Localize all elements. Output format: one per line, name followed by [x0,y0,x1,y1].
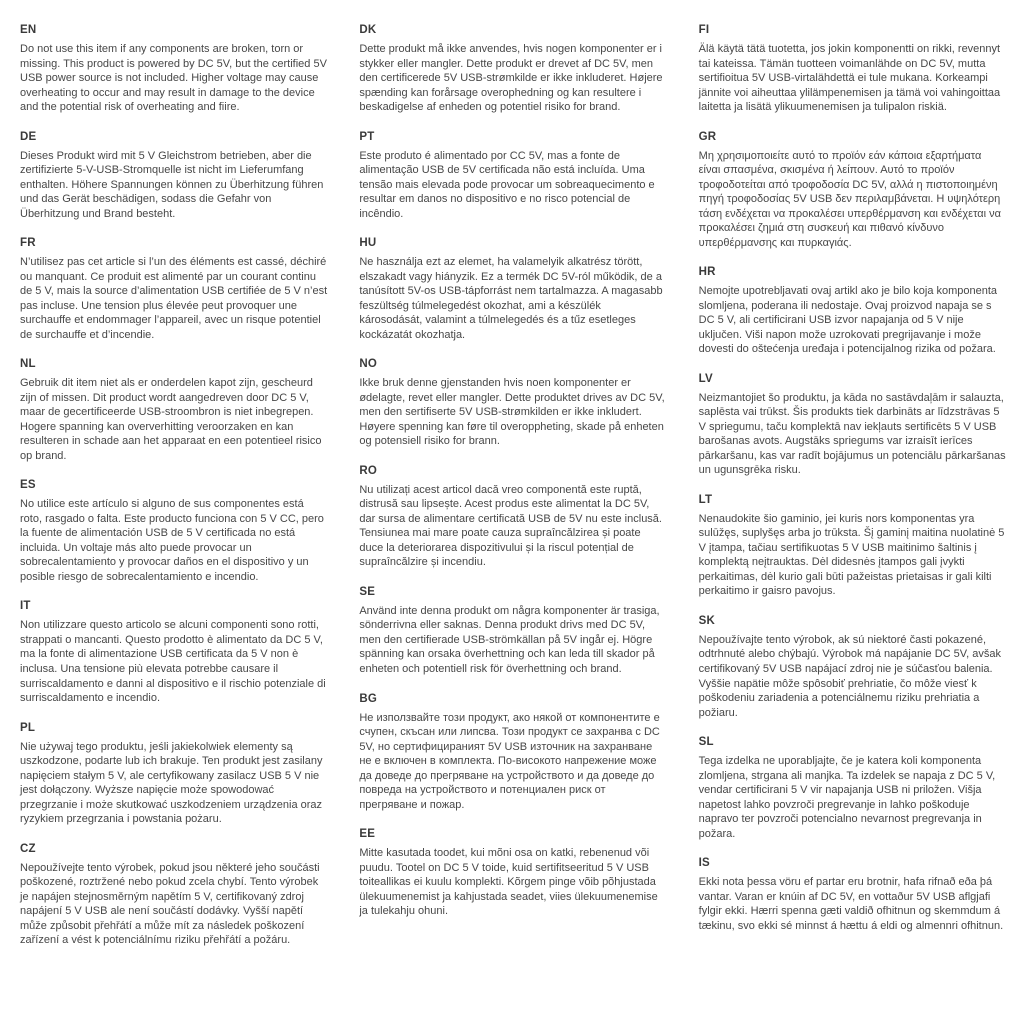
section-dk [359,24,666,115]
lang-code-hr: HR [698,266,716,279]
section-hu [359,237,666,342]
lang-code-de: DE [20,130,37,143]
lang-text-es: No utilice este artículo si alguno de sus componentes está roto, rasgado o falta. Este producto funciona con 5 V CC, pero la fuente de alimentación USB de 5 V certificada no está incluida. Un voltaje más alto puede provocar un sobrecalentamiento y provocar daños en el dispositivo y un posible riesgo de sobrecalentamiento e incendio. [20,498,324,583]
column-3 [699,24,1006,964]
section-it [20,600,327,705]
section-lv [699,373,1006,478]
section-nl [20,358,327,463]
lang-text-no: Ikke bruk denne gjenstanden hvis noen komponenter er ødelagte, revet eller mangler. Dette produktet drives av DC 5V, men den sertifiserte 5V USB-strømkilden er ikke inkludert. Høyere spenning kan føre til overoppheting, skade på enheten og potensiell risiko for brann. [359,377,665,448]
section-lt [699,494,1006,599]
lang-text-lv: Neizmantojiet šo produktu, ja kāda no sastāvdaļām ir salauzta, saplēsta vai trūkst. Šis produkts tiek darbināts ar līdzstrāvas 5 V spriegumu, taču komplektā nav iekļauts sertificēts 5 V USB barošanas avots. Augstāks spriegums var izraisīt ierīces pārkaršanu, kas var radīt bojājumus un potenciālu pārkaršanas un ugunsgrēka risku. [698,391,1006,477]
section-is [699,857,1006,933]
lang-text-it: Non utilizzare questo articolo se alcuni componenti sono rotti, strappati o mancanti. Questo prodotto è alimentato da DC 5 V, ma la fonte di alimentazione USB certificata da 5 V non è inclusa. Una tensione più elevata potrebbe causare il surriscaldamento e danni al dispositivo e il rischio potenziale di surriscaldamento e incendio. [20,619,326,705]
lang-code-is: IS [698,857,710,870]
lang-text-sl: Tega izdelka ne uporabljajte, če je katera koli komponenta zlomljena, strgana ali manjka. Ta izdelek se napaja z DC 5 V, vendar certificirani 5 V vir napajanja USB ni priložen. Višja napetost lahko povzroči pregrevanje in lahko poškoduje napravo ter povzroči potencialno nevarnost pregrevanja in požara. [698,755,996,840]
column-2 [359,24,666,964]
lang-code-lv: LV [698,372,713,385]
lang-code-gr: GR [698,130,717,143]
lang-text-bg: Не използвайте този продукт, ако някой от компонентите е счупен, скъсан или липсва. Този продукт се захранва с DC 5V, но сертифицираният 5V USB източник на захранване не е включен в комплекта. По-високото напрежение може да доведе до прегряване на устройството и да доведе до повреда на устройството и потенциален риск от прегряване и пожар. [359,711,660,811]
lang-text-dk: Dette produkt må ikke anvendes, hvis nogen komponenter er i stykker eller mangler. Dette produkt er drevet af DC 5V, men den certificerede 5V USB-strømkilde er ikke inkluderet. Højere spænding kan forårsage overophedning og kan resultere i beskadigelse af enheden og potentiel risiko for brand. [359,43,663,114]
lang-text-hr: Nemojte upotrebljavati ovaj artikl ako je bilo koja komponenta slomljena, poderana ili nedostaje. Ovaj proizvod napaja se s DC 5 V, ali certificirani USB izvor napajanja od 5 V nije uključen. Viši napon može uzrokovati pregrijavanje i može dovesti do oštećenja uređaja i potencijalnog rizika od požara. [698,285,998,356]
lang-text-gr: Μη χρησιμοποιείτε αυτό το προϊόν εάν κάποια εξαρτήματα είναι σπασμένα, σκισμένα ή λείπουν. Αυτό το προϊόν τροφοδοτείται από τροφοδοσία DC 5V, αλλά η πιστοποιημένη πηγή τροφοδοσίας 5V USB δεν περιλαμβάνεται. Η υψηλότερη τάση ενδέχεται να προκαλέσει υπερθέρμανση και ενδέχεται να προκαλέσει ζημιά στη συσκευή και πιθανό κίνδυνο υπερθέρμανσης και πυρκαγιάς. [698,149,1001,249]
section-en [20,24,327,115]
lang-code-no: NO [359,358,377,371]
lang-code-pl: PL [20,721,36,734]
lang-code-lt: LT [698,493,713,506]
section-sl [699,736,1006,841]
lang-code-en: EN [20,24,37,36]
section-fi [699,24,1006,115]
section-se [359,586,666,677]
lang-code-nl: NL [20,358,36,371]
lang-text-ro: Nu utilizați acest articol dacă vreo componentă este ruptă, distrusă sau lipsește. Acest produs este alimentat la DC 5V, dar sursa de alimentare certificată USB de 5V nu este inclusă. Tensiunea mai mare poate cauza supraîncălzirea și poate duce la deteriorarea dispozitivului și la riscul potențial de supraîncălzire și incendiu. [359,483,662,569]
lang-text-cz: Nepoužívejte tento výrobek, pokud jsou některé jeho součásti poškozené, roztržené nebo pokud zcela chybí. Tento výrobek je napájen stejnosměrným napětím 5 V, certifikovaný zdroj napájení 5 V USB ale není součástí dodávky. Vyšší napětí může způsobit přehřátí a může mít za následek poškození zařízení a vést k potenciálnímu riziku přehřátí a požáru. [20,861,320,947]
lang-text-se: Använd inte denna produkt om några komponenter är trasiga, sönderrivna eller saknas. Denna produkt drivs med DC 5V, men den certifierade USB-strömkällan på 5V ingår ej. Högre spänning kan orsaka överhettning och kan leda till skador på enheten och potentiell risk för överhettning och brand. [359,604,660,675]
section-pt [359,131,666,222]
lang-code-es: ES [20,479,36,492]
section-gr [699,131,1006,251]
lang-code-it: IT [20,600,31,613]
lang-text-fi: Älä käytä tätä tuotetta, jos jokin komponentti on rikki, revennyt tai kateissa. Tämän tuotteen voimanlähde on DC 5V, mutta sertifioitua 5V USB-virtalähdettä ei tule mukana. Korkeampi jännite voi aiheuttaa ylilämpenemisen ja tämä voi vahingoittaa laitetta ja lisätä ylikuumenemisen ja tulipalon riskiä. [698,43,1001,114]
lang-code-ee: EE [359,828,376,841]
lang-text-fr: N’utilisez pas cet article si l’un des éléments est cassé, déchiré ou manquant. Ce produit est alimenté par un courant continu de 5 V, mais la source d’alimentation USB certifiée de 5 V n’est pas incluse. Une tension plus élevée peut provoquer une surchauffe et endommager l’appareil, avec un risque potentiel de surchauffe et d’incendie. [20,256,328,341]
lang-text-pt: Este produto é alimentado por CC 5V, mas a fonte de alimentação USB de 5V certificada não está incluída. Uma tensão mais elevada pode provocar um sobreaquecimento e resultar em danos no dispositivo e no risco potencial de incêndio. [359,149,655,220]
section-ee [359,828,666,919]
lang-text-pl: Nie używaj tego produktu, jeśli jakiekolwiek elementy są uszkodzone, podarte lub ich brakuje. Ten produkt jest zasilany napięciem stałym 5 V, ale certyfikowany zasilacz USB 5 V nie jest dołączony. Wyższe napięcie może spowodować przegrzanie i może skutkować uszkodzeniem urządzenia oraz ryzykiem przegrzania i powstania pożaru. [20,740,323,826]
lang-code-ro: RO [359,464,377,477]
lang-code-fi: FI [698,24,710,36]
lang-text-de: Dieses Produkt wird mit 5 V Gleichstrom betrieben, aber die zertifizierte 5-V-USB-Stromquelle ist nicht im Lieferumfang enthalten. Höhere Spannungen können zu Überhitzung führen und das Gerät beschädigen, sodass die Gefahr von Überhitzung und Brand besteht. [20,149,324,220]
lang-text-is: Ekki nota þessa vöru ef partar eru brotnir, hafa rifnað eða þá vantar. Varan er knúin af DC 5V, en vottaður 5V USB aflgjafi fylgir ekki. Hærri spenna gæti valdið ofhitnun og skemmdum á tækinu, svo ekki sé minnst á hættu á eldi og almennri ofhitnun. [698,876,1004,932]
lang-text-nl: Gebruik dit item niet als er onderdelen kapot zijn, gescheurd zijn of missen. Dit product wordt aangedreven door DC 5 V, maar de gecertificeerde USB-stroombron is niet inbegrepen. Hogere spanning kan oververhitting veroorzaken en kan resulteren in schade aan het apparaat en een potentieel risico op brand. [20,377,322,462]
lang-code-hu: HU [359,237,377,250]
lang-text-hu: Ne használja ezt az elemet, ha valamelyik alkatrész törött, elszakadt vagy hiányzik. Ez a termék DC 5V-ról működik, de a tanúsított 5V-os USB-tápforrást nem tartalmazza. A magasabb feszültség túlmelegedést okozhat, ami a készülék károsodását, valamint a túlmelegedés és a tűz esetleges kockázatát okozhatja. [359,256,663,341]
section-no [359,358,666,449]
lang-text-en: Do not use this item if any components are broken, torn or missing. This product is powered by DC 5V, but the certified 5V USB power source is not included. Higher voltage may cause overheating to occur and may result in damage to the device and the potential risk of overheating and fiire. [20,43,327,114]
section-es [20,479,327,584]
section-de [20,131,327,222]
lang-code-sl: SL [698,736,714,749]
section-hr [699,266,1006,357]
lang-code-fr: FR [20,237,36,250]
lang-text-sk: Nepoužívajte tento výrobok, ak sú niektoré časti pokazené, odtrhnuté alebo chýbajú. Výrobok má napájanie DC 5V, avšak certifikovaný 5V USB napájací zdroj nie je súčasťou balenia. Vyššie napätie môže spôsobiť prehriatie, čo môže viesť k poškodeniu zariadenia a potenciálnemu riziku prehriatia a požiaru. [698,633,1001,719]
section-ro [359,465,666,570]
section-bg [359,693,666,813]
lang-text-ee: Mitte kasutada toodet, kui mõni osa on katki, rebenenud või puudu. Tootel on DC 5 V toide, kuid sertifitseeritud 5 V USB toiteallikas ei kuulu komplekti. Kõrgem pinge võib põhjustada ülekuumenemist ja kahjustada seadet, viies ülekuumenemise ja tulekahju ohuni. [359,847,658,918]
lang-code-sk: SK [698,614,716,627]
lang-code-bg: BG [359,692,377,705]
column-1 [20,24,327,964]
section-pl [20,722,327,827]
lang-code-dk: DK [359,24,377,36]
lang-code-se: SE [359,585,376,598]
section-fr [20,237,327,342]
lang-code-cz: CZ [20,842,36,855]
lang-code-pt: PT [359,130,375,143]
lang-text-lt: Nenaudokite šio gaminio, jei kuris nors komponentas yra sulūžęs, suplyšęs arba jo trūksta. Šį gaminį maitina nuolatinė 5 V įtampa, tačiau sertifikuotas 5 V USB maitinimo šaltinis į komplektą neįtrauktas. Dėl didesnės įtampos gali įvykti perkaitimas, dėl kurio gali būti pažeistas prietaisas ir gali kilti perkaitimo ir gaisro pavojus. [698,512,1005,598]
section-cz [20,843,327,948]
section-sk [699,615,1006,720]
